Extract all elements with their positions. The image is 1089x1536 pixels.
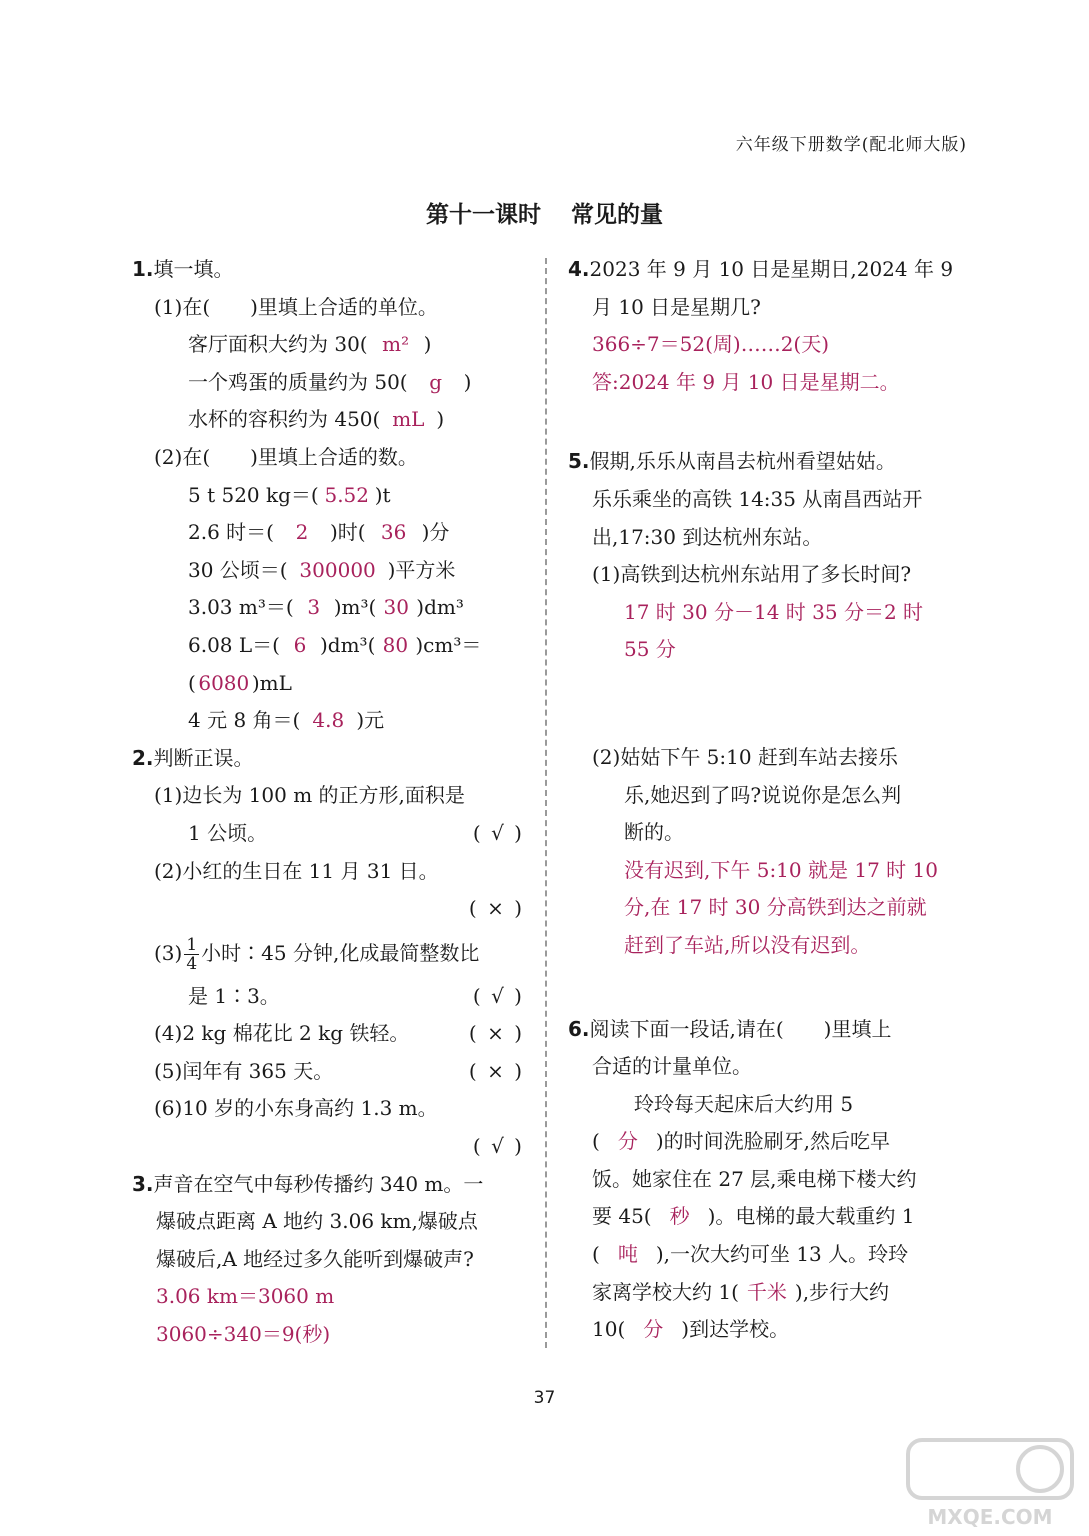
q5-sub1: (1)高铁到达杭州东站用了多长时间? bbox=[592, 562, 912, 587]
answer: 吨 bbox=[617, 1242, 638, 1267]
q1-line2-post: ) bbox=[463, 369, 472, 394]
answer: m² bbox=[382, 332, 410, 357]
q2-stem bbox=[132, 740, 524, 778]
q5-number: 5. bbox=[568, 449, 590, 474]
q6-para5-post: ),一次大约可坐 13 人。玲玲 bbox=[655, 1242, 909, 1267]
q2-item3-line1 bbox=[132, 928, 524, 978]
q3-answer2: 3060÷340＝9(秒) bbox=[156, 1322, 331, 1347]
q1-row3 bbox=[132, 552, 524, 590]
q1-row4 bbox=[132, 589, 524, 627]
q5-answer2-line2: 分,在 17 时 30 分高铁到达之前就 bbox=[624, 895, 927, 920]
answer: 80 bbox=[382, 632, 409, 657]
answer: 5.52 bbox=[324, 482, 369, 507]
lesson-title-part2: 常见的量 bbox=[571, 202, 663, 228]
q1-row3-post: )平方米 bbox=[387, 557, 456, 582]
q1-sub2: (2)在( )里填上合适的数。 bbox=[154, 444, 418, 469]
q5-text1: 假期,乐乐从南昌去杭州看望姑姑。 bbox=[589, 449, 896, 474]
judgement-mark: ( √ ) bbox=[472, 983, 524, 1008]
q1-row5 bbox=[132, 627, 524, 665]
q2-item3-text2: 是 1∶3。 bbox=[188, 983, 280, 1008]
q2-item3-line2 bbox=[132, 978, 524, 1016]
q6-para4 bbox=[568, 1198, 960, 1236]
q1-row2-post: )分 bbox=[421, 520, 450, 545]
judgement-mark: ( √ ) bbox=[472, 1134, 524, 1159]
column-divider bbox=[545, 258, 547, 1348]
q6-para3: 饭。她家住在 27 层,乘电梯下楼大约 bbox=[592, 1166, 917, 1191]
q1-row7-post: )元 bbox=[356, 708, 385, 733]
q6-para7 bbox=[568, 1311, 960, 1349]
q1-row7-pre: 4 元 8 角＝( bbox=[188, 708, 301, 733]
fraction-denominator: 4 bbox=[186, 953, 198, 974]
q4-line1 bbox=[568, 251, 960, 289]
q1-number: 1. bbox=[132, 257, 154, 281]
q1-line1 bbox=[132, 326, 524, 364]
q1-line2 bbox=[132, 364, 524, 402]
q1-sub1: (1)在( )里填上合适的单位。 bbox=[154, 294, 438, 319]
q1-line2-pre: 一个鸡蛋的质量约为 50( bbox=[188, 369, 408, 394]
q3-text1: 声音在空气中每秒传播约 340 m。一 bbox=[153, 1171, 484, 1196]
q3-line2: 爆破点距离 A 地约 3.06 km,爆破点 bbox=[156, 1209, 478, 1234]
q1-line1-post: ) bbox=[423, 332, 432, 357]
answer: 6 bbox=[293, 632, 307, 657]
lesson-title bbox=[0, 196, 1089, 229]
answer: 3 bbox=[307, 595, 321, 620]
q2-item1-line2 bbox=[132, 815, 524, 853]
q1-line1-pre: 客厅面积大约为 30( bbox=[188, 332, 368, 357]
q1-text: 填一填。 bbox=[153, 257, 234, 281]
judgement-mark: ( × ) bbox=[468, 1058, 524, 1083]
q1-row4-mid: )m³( bbox=[333, 595, 377, 620]
spacer bbox=[568, 401, 960, 443]
answer: g bbox=[429, 369, 443, 394]
answer: 6080 bbox=[198, 670, 250, 695]
spacer bbox=[568, 669, 960, 739]
q6-para6-post: ),步行大约 bbox=[794, 1279, 890, 1304]
q6-line1 bbox=[568, 1011, 960, 1049]
q6-number: 6. bbox=[568, 1016, 590, 1041]
q1-row2-mid: )时( bbox=[329, 520, 366, 545]
q4-answer2: 答:2024 年 9 月 10 日是星期二。 bbox=[592, 369, 900, 394]
q5-answer2-line3: 赶到了车站,所以没有迟到。 bbox=[624, 932, 871, 957]
q1-line3 bbox=[132, 401, 524, 439]
q5-answer2-line1: 没有迟到,下午 5:10 就是 17 时 10 bbox=[624, 857, 938, 882]
q5-sub2-line2: 乐,她迟到了吗?说说你是怎么判 bbox=[624, 782, 902, 807]
answer: 30 bbox=[383, 595, 409, 620]
q2-item3-prefix: (3) bbox=[154, 940, 183, 965]
page-header: 六年级下册数学(配北师大版) bbox=[735, 135, 967, 155]
answer: 2 bbox=[295, 520, 309, 545]
q5-sub2-line3: 断的。 bbox=[624, 820, 684, 845]
q6-text1: 阅读下面一段话,请在( )里填上 bbox=[589, 1016, 892, 1041]
q3-line1 bbox=[132, 1166, 524, 1204]
q4-line2: 月 10 日是星期几? bbox=[592, 294, 761, 319]
watermark-text: MXQE.COM bbox=[927, 1505, 1053, 1529]
q1-row3-pre: 30 公顷＝( bbox=[188, 557, 288, 582]
q1-row5-pre: 6.08 L＝( bbox=[188, 632, 280, 657]
judgement-mark: ( × ) bbox=[468, 1021, 524, 1046]
q5-line3: 出,17:30 到达杭州东站。 bbox=[592, 524, 823, 549]
q1-stem bbox=[132, 251, 524, 289]
q6-line2: 合适的计量单位。 bbox=[592, 1054, 752, 1079]
q1-row6-post: )mL bbox=[251, 670, 292, 695]
spacer bbox=[568, 965, 960, 1011]
q6-para2-post: )的时间洗脸刷牙,然后吃早 bbox=[655, 1129, 890, 1154]
q1-row2 bbox=[132, 514, 524, 552]
q1-row4-pre: 3.03 m³＝( bbox=[188, 595, 294, 620]
q1-line3-pre: 水杯的容积约为 450( bbox=[188, 407, 381, 432]
answer: 分 bbox=[643, 1317, 664, 1342]
q1-row6 bbox=[132, 665, 524, 703]
fraction bbox=[184, 936, 199, 973]
right-column bbox=[568, 251, 960, 1349]
watermark-logo bbox=[900, 1432, 1080, 1532]
q2-item4 bbox=[132, 1015, 524, 1053]
q5-line2: 乐乐乘坐的高铁 14:35 从南昌西站开 bbox=[592, 486, 923, 511]
q6-para4-post: )。电梯的最大载重约 1 bbox=[707, 1204, 915, 1229]
q1-row6-pre: ( bbox=[188, 670, 196, 695]
q4-number: 4. bbox=[568, 257, 590, 281]
q4-answer1: 366÷7＝52(周)……2(天) bbox=[592, 332, 830, 357]
q2-item4-text: (4)2 kg 棉花比 2 kg 铁轻。 bbox=[154, 1021, 410, 1046]
q2-item6: (6)10 岁的小东身高约 1.3 m。 bbox=[154, 1096, 438, 1121]
q2-item2: (2)小红的生日在 11 月 31 日。 bbox=[154, 858, 439, 883]
q2-text: 判断正误。 bbox=[153, 745, 254, 770]
answer: 分 bbox=[617, 1129, 638, 1154]
q1-row1 bbox=[132, 477, 524, 515]
q6-para7-post: )到达学校。 bbox=[681, 1317, 790, 1342]
q1-row1-pre: 5 t 520 kg＝( bbox=[188, 482, 319, 507]
page-number: 37 bbox=[533, 1388, 556, 1408]
q6-para5-pre: ( bbox=[592, 1242, 600, 1267]
q2-item1-line1: (1)边长为 100 m 的正方形,面积是 bbox=[154, 783, 465, 808]
q5-line1 bbox=[568, 443, 960, 481]
q6-para5 bbox=[568, 1236, 960, 1274]
q1-row4-post: )dm³ bbox=[416, 595, 464, 620]
answer: 36 bbox=[380, 520, 407, 545]
answer: 300000 bbox=[299, 557, 376, 582]
q2-item2-mark-line bbox=[132, 890, 524, 928]
q6-para7-pre: 10( bbox=[592, 1317, 626, 1342]
q1-row5-mid: )dm³( bbox=[319, 632, 376, 657]
q3-number: 3. bbox=[132, 1171, 154, 1196]
answer: mL bbox=[392, 407, 425, 432]
q5-sub2-line1: (2)姑姑下午 5:10 赶到车站去接乐 bbox=[592, 744, 898, 769]
q1-line3-post: ) bbox=[436, 407, 445, 432]
q2-number: 2. bbox=[132, 745, 154, 770]
answer: 千米 bbox=[746, 1279, 787, 1304]
judgement-mark: ( × ) bbox=[468, 896, 524, 921]
q2-item1-text: 1 公顷。 bbox=[188, 820, 268, 845]
q2-item6-mark-line bbox=[132, 1128, 524, 1166]
answer: 4.8 bbox=[312, 708, 345, 733]
lesson-title-part1: 第十一课时 bbox=[426, 202, 541, 228]
judgement-mark: ( √ ) bbox=[472, 820, 524, 845]
q2-item5-text: (5)闰年有 365 天。 bbox=[154, 1058, 334, 1083]
q1-row5-post: )cm³＝ bbox=[415, 632, 482, 657]
q2-item3-text: 小时∶45 分钟,化成最简整数比 bbox=[201, 940, 480, 965]
q1-row7 bbox=[132, 702, 524, 740]
q3-line3: 爆破后,A 地经过多久能听到爆破声? bbox=[156, 1246, 474, 1271]
q3-answer1: 3.06 km＝3060 m bbox=[156, 1284, 335, 1309]
q1-row1-post: )t bbox=[374, 482, 391, 507]
q6-para4-pre: 要 45( bbox=[592, 1204, 652, 1229]
q6-para2-pre: ( bbox=[592, 1129, 600, 1154]
q5-answer1-line2: 55 分 bbox=[624, 637, 676, 662]
fraction-numerator: 1 bbox=[186, 934, 198, 955]
q5-answer1-line1: 17 时 30 分－14 时 35 分＝2 时 bbox=[624, 599, 924, 624]
q6-para6-pre: 家离学校大约 1( bbox=[592, 1279, 739, 1304]
q1-row2-pre: 2.6 时＝( bbox=[188, 520, 274, 545]
answer: 秒 bbox=[669, 1204, 690, 1229]
q2-item5 bbox=[132, 1053, 524, 1091]
q6-para1: 玲玲每天起床后大约用 5 bbox=[634, 1091, 854, 1116]
watermark-circle bbox=[1018, 1447, 1062, 1491]
left-column bbox=[132, 251, 524, 1354]
q4-text1: 2023 年 9 月 10 日是星期日,2024 年 9 bbox=[589, 257, 954, 281]
q6-para2 bbox=[568, 1123, 960, 1161]
q6-para6 bbox=[568, 1274, 960, 1312]
